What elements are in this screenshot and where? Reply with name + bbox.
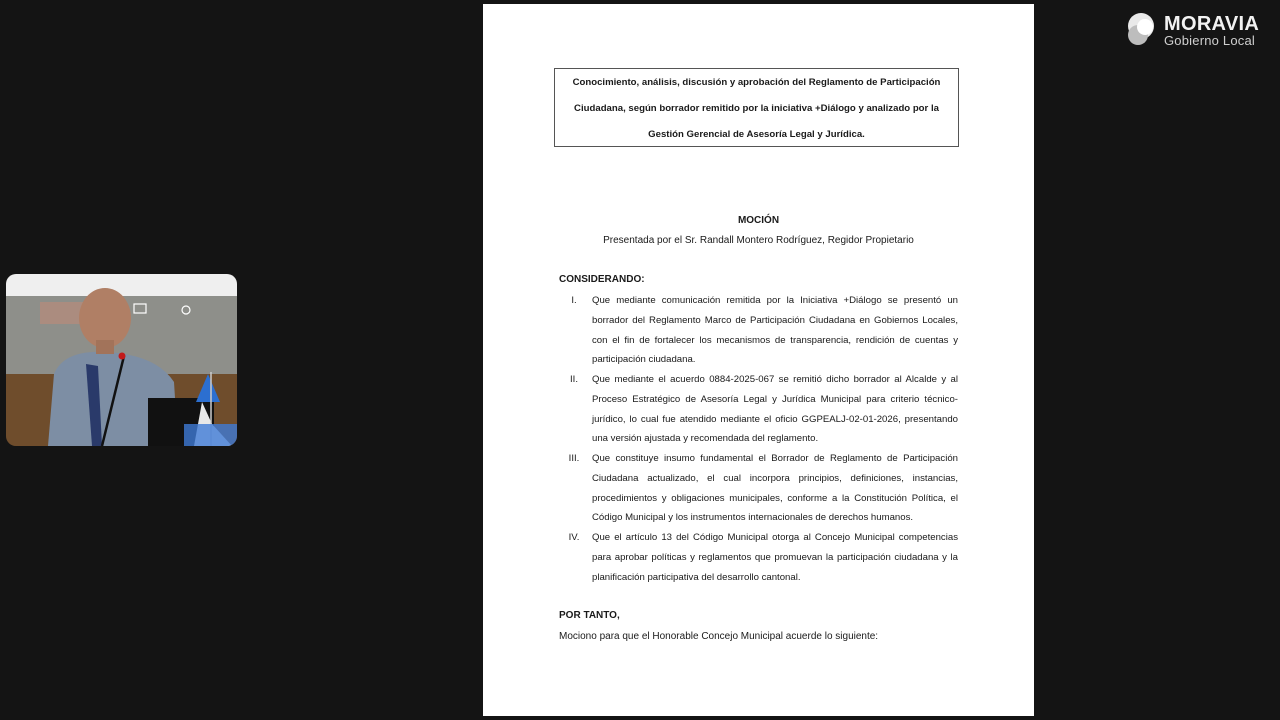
considerando-heading: CONSIDERANDO:	[559, 274, 645, 285]
item-text: Que el artículo 13 del Código Municipal otorga al Concejo Municipal competencias para aprobar políticas y reglamentos que promuevan la participación ciudadana y la planificación participativa del desarrollo cantonal.	[592, 532, 958, 583]
considerando-item-4	[559, 528, 958, 587]
item-number: III.	[568, 453, 580, 464]
moravia-logo	[1124, 12, 1270, 48]
document-page	[483, 4, 1034, 716]
item-text: Que mediante el acuerdo 0884-2025-067 se remitió dicho borrador al Alcalde y al Proceso Estratégico de Asesoría Legal y Jurídica Municipal para criterio técnico-jurídico, lo cual fue atendido mediante el oficio GGPEALJ-02-01-2026, presentando una versión ajustada y recomendada del reglamento.	[592, 374, 958, 445]
mociono-text: Mociono para que el Honorable Concejo Municipal acuerde lo siguiente:	[559, 631, 879, 642]
item-number: I.	[571, 295, 577, 306]
moravia-logo-icon	[1124, 12, 1160, 48]
document-title-box: Conocimiento, análisis, discusión y aprobación del Reglamento de Participación Ciudadana, según borrador remitido por la iniciativa +Diálogo y analizado por la Gestión Gerencial de Asesoría Legal y Jurídica.	[554, 68, 959, 147]
item-number: II.	[570, 374, 578, 385]
por-tanto-heading: POR TANTO,	[559, 610, 620, 621]
presented-by: Presentada por el Sr. Randall Montero Rodríguez, Regidor Propietario	[603, 235, 914, 246]
considerando-item-1	[559, 291, 958, 370]
considerando-item-2	[559, 370, 958, 449]
item-text: Que constituye insumo fundamental el Borrador de Reglamento de Participación Ciudadana actualizado, el cual incorpora principios, definiciones, instancias, procedimientos y obligaciones municipales, conforme a la Constitución Política, el Código Municipal y los instrumentos internacionales de derechos humanos.	[592, 453, 958, 524]
considerando-item-3	[559, 449, 958, 528]
mocion-heading: MOCIÓN	[737, 215, 780, 226]
webcam-feed	[6, 274, 237, 446]
item-text: Que mediante comunicación remitida por la Iniciativa +Diálogo se presentó un borrador del Reglamento Marco de Participación Ciudadana en Gobiernos Locales, con el fin de fortalecer los mecanismos de transparencia, rendición de cuentas y participación ciudadana.	[592, 295, 958, 366]
logo-subtitle: Gobierno Local	[1164, 33, 1255, 48]
speaker-with-microphone-icon	[6, 274, 237, 446]
logo-name: MORAVIA	[1164, 13, 1260, 35]
item-number: IV.	[568, 532, 580, 543]
